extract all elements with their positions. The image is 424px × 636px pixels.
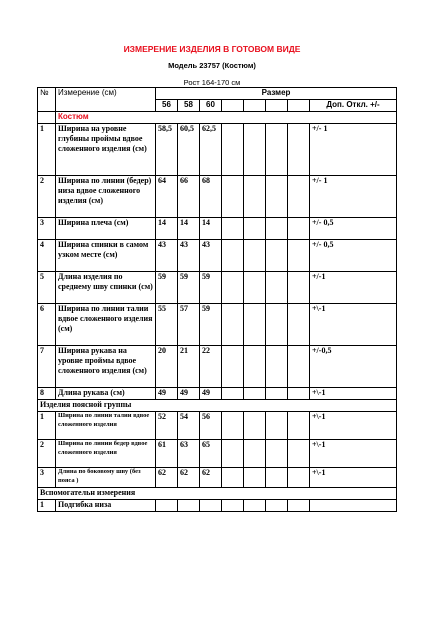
- row-value: 59: [178, 272, 200, 304]
- row-value: 58,5: [156, 124, 178, 176]
- empty-cell: [266, 218, 288, 240]
- empty-cell: [244, 388, 266, 400]
- table-row: [38, 346, 397, 388]
- empty-cell: [244, 440, 266, 468]
- row-value: 49: [178, 388, 200, 400]
- row-value: 66: [178, 176, 200, 218]
- row-tolerance: +/-0,5: [310, 346, 397, 388]
- row-value: 54: [178, 412, 200, 440]
- row-number: 8: [38, 388, 56, 400]
- row-name: Ширина по линии (бедер) низа вдвое сложенного изделия (см): [56, 176, 156, 218]
- table-row: [38, 468, 397, 488]
- row-number: 5: [38, 272, 56, 304]
- empty-cell: [288, 468, 310, 488]
- empty-cell: [244, 468, 266, 488]
- row-name: Подгибка низа: [56, 500, 156, 512]
- row-value: 20: [156, 346, 178, 388]
- row-value: 62,5: [200, 124, 222, 176]
- section-waist-group: Изделия поясной группы: [38, 400, 397, 412]
- empty-cell: [156, 500, 178, 512]
- row-tolerance: +/-1: [310, 272, 397, 304]
- empty-cell: [266, 240, 288, 272]
- empty-cell: [244, 124, 266, 176]
- row-tolerance: +/- 1: [310, 176, 397, 218]
- empty-cell: [266, 124, 288, 176]
- row-value: 64: [156, 176, 178, 218]
- row-tolerance: +/- 1: [310, 124, 397, 176]
- row-value: 63: [178, 440, 200, 468]
- row-number: 2: [38, 440, 56, 468]
- empty-cell: [222, 272, 244, 304]
- header-size-60: 60: [200, 100, 222, 112]
- header-size: Размер: [156, 88, 397, 100]
- empty-cell: [244, 412, 266, 440]
- empty-cell: [266, 468, 288, 488]
- row-name: Ширина рукава на уровне проймы вдвое сложенного изделия (см): [56, 346, 156, 388]
- header-number: №: [38, 88, 56, 112]
- row-number: 3: [38, 218, 56, 240]
- table-row: [38, 412, 397, 440]
- row-tolerance: +/- 0,5: [310, 218, 397, 240]
- empty-cell: [244, 304, 266, 346]
- height-label: Рост 164-170 см: [183, 78, 241, 87]
- empty-cell: [288, 346, 310, 388]
- row-value: 68: [200, 176, 222, 218]
- row-tolerance: +\-1: [310, 440, 397, 468]
- empty-cell: [244, 218, 266, 240]
- empty-cell: [222, 304, 244, 346]
- row-name: Ширина по линии талии вдвое сложенного изделия (см): [56, 304, 156, 346]
- empty-cell: [288, 412, 310, 440]
- section-spacer: [38, 112, 56, 124]
- header-size-56: 56: [156, 100, 178, 112]
- empty-cell: [288, 440, 310, 468]
- empty-cell: [266, 500, 288, 512]
- table-row: [38, 304, 397, 346]
- empty-cell: [222, 240, 244, 272]
- row-name: Длина изделия по среднему шву спинки (см): [56, 272, 156, 304]
- empty-cell: [266, 440, 288, 468]
- empty-cell: [244, 500, 266, 512]
- empty-cell: [222, 346, 244, 388]
- empty-cell: [288, 218, 310, 240]
- row-value: 59: [200, 272, 222, 304]
- table-row: [38, 124, 397, 176]
- empty-cell: [288, 272, 310, 304]
- empty-cell: [266, 346, 288, 388]
- row-name: Ширина по линии талии вдвое сложенного изделия: [56, 412, 156, 440]
- row-tolerance: +\-1: [310, 412, 397, 440]
- row-value: 59: [156, 272, 178, 304]
- row-name: Длина по боковому шву (без пояса ): [56, 468, 156, 488]
- model-label: Модель 23757 (Костюм): [168, 61, 256, 70]
- row-name: Ширина по линии бедер вдвое сложенного изделия: [56, 440, 156, 468]
- measurement-table: [37, 87, 397, 512]
- row-tolerance: +/- 0,5: [310, 240, 397, 272]
- empty-cell: [244, 240, 266, 272]
- row-number: 2: [38, 176, 56, 218]
- empty-cell: [266, 272, 288, 304]
- empty-cell: [222, 440, 244, 468]
- row-value: 52: [156, 412, 178, 440]
- header-empty: [244, 100, 266, 112]
- empty-cell: [244, 176, 266, 218]
- empty-cell: [266, 412, 288, 440]
- empty-cell: [288, 124, 310, 176]
- row-value: 59: [200, 304, 222, 346]
- empty-cell: [266, 304, 288, 346]
- row-name: Ширина на уровне глубины проймы вдвое сложенного изделия (см): [56, 124, 156, 176]
- row-number: 1: [38, 500, 56, 512]
- header-measurement: Измерение (см): [56, 88, 156, 112]
- row-number: 1: [38, 412, 56, 440]
- header-empty: [266, 100, 288, 112]
- table-row: [38, 218, 397, 240]
- row-value: 14: [156, 218, 178, 240]
- empty-cell: [222, 468, 244, 488]
- row-number: 4: [38, 240, 56, 272]
- empty-cell: [244, 272, 266, 304]
- row-value: 62: [156, 468, 178, 488]
- row-value: 62: [200, 468, 222, 488]
- table-row: [38, 240, 397, 272]
- row-value: 43: [200, 240, 222, 272]
- header-size-58: 58: [178, 100, 200, 112]
- row-value: 22: [200, 346, 222, 388]
- row-value: 65: [200, 440, 222, 468]
- table-row: [38, 500, 397, 512]
- table-row: [38, 440, 397, 468]
- row-value: 14: [178, 218, 200, 240]
- row-value: 49: [156, 388, 178, 400]
- table-row: [38, 272, 397, 304]
- table-row: [38, 388, 397, 400]
- row-value: 49: [200, 388, 222, 400]
- header-empty: [288, 100, 310, 112]
- empty-cell: [222, 388, 244, 400]
- document-title: ИЗМЕРЕНИЕ ИЗДЕЛИЯ В ГОТОВОМ ВИДЕ: [123, 44, 301, 54]
- empty-cell: [222, 124, 244, 176]
- row-value: 62: [178, 468, 200, 488]
- row-tolerance: +\-1: [310, 388, 397, 400]
- row-tolerance: +\-1: [310, 304, 397, 346]
- row-tolerance: +\-1: [310, 468, 397, 488]
- section-auxiliary: Вспомогательн измерения: [38, 488, 397, 500]
- empty-cell: [288, 500, 310, 512]
- row-value: 21: [178, 346, 200, 388]
- table-row: [38, 176, 397, 218]
- empty-cell: [266, 388, 288, 400]
- row-name: Длина рукава (см): [56, 388, 156, 400]
- row-value: 61: [156, 440, 178, 468]
- empty-cell: [310, 500, 397, 512]
- empty-cell: [266, 176, 288, 218]
- empty-cell: [288, 176, 310, 218]
- empty-cell: [222, 500, 244, 512]
- empty-cell: [222, 412, 244, 440]
- row-value: 56: [200, 412, 222, 440]
- empty-cell: [288, 388, 310, 400]
- row-name: Ширина спинки в самом узком месте (см): [56, 240, 156, 272]
- header-empty: [222, 100, 244, 112]
- section-costume: Костюм: [56, 112, 397, 124]
- empty-cell: [222, 176, 244, 218]
- empty-cell: [244, 346, 266, 388]
- row-value: 60,5: [178, 124, 200, 176]
- row-number: 1: [38, 124, 56, 176]
- row-number: 6: [38, 304, 56, 346]
- row-name: Ширина плеча (см): [56, 218, 156, 240]
- row-value: 55: [156, 304, 178, 346]
- empty-cell: [178, 500, 200, 512]
- row-number: 7: [38, 346, 56, 388]
- row-value: 14: [200, 218, 222, 240]
- empty-cell: [288, 304, 310, 346]
- row-value: 43: [178, 240, 200, 272]
- row-value: 43: [156, 240, 178, 272]
- header-tolerance: Доп. Откл. +/-: [310, 100, 397, 112]
- empty-cell: [222, 218, 244, 240]
- empty-cell: [200, 500, 222, 512]
- row-number: 3: [38, 468, 56, 488]
- row-value: 57: [178, 304, 200, 346]
- empty-cell: [288, 240, 310, 272]
